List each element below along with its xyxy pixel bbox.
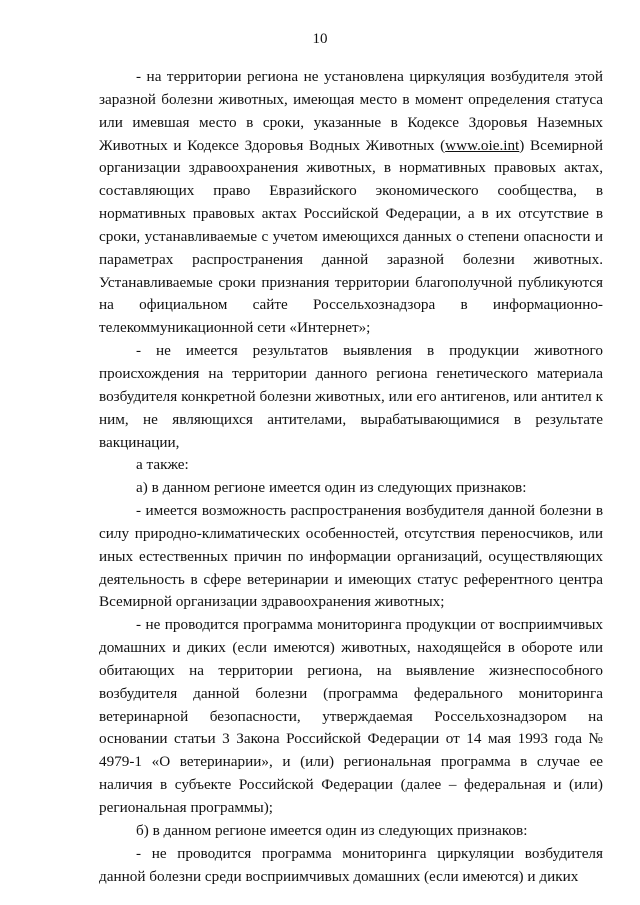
paragraph-1-text-end: ) Всемирной организации здравоохранения животных, в нормативных правовых актах, составляющих право Евразийского экономического сообщества, в нормативных правовых актах Российской Федерации, а в их отсутствие в сроки, устанавливаемые с учетом имеющихся данных о степени опасности и параметрах распространения данной заразной болезни животных. Устанавливаемые сроки признания территории благополучной публикуются на официальном сайте Россельхознадзора в информационно-телекоммуникационной сети «Интернет»;: [99, 136, 603, 337]
paragraph-1: [99, 66, 603, 340]
paragraph-5: - имеется возможность распространения возбудителя данной болезни в силу природно-климатических особенностей, отсутствия переносчиков, или иных естественных причин по информации организаций, осуществляющих деятельность в сфере ветеринарии и имеющих статус референтного центра Всемирной организации здравоохранения животных;: [99, 502, 603, 611]
paragraph-2: - не имеется результатов выявления в продукции животного происхождения на территории данного региона генетического материала возбудителя конкретной болезни животных, или его антигенов, или антител к ним, не являющихся антителами, вырабатывающимися в результате вакцинации,: [99, 342, 603, 451]
paragraph-8: - не проводится программа мониторинга циркуляции возбудителя данной болезни среди восприимчивых домашних (если имеются) и диких: [99, 844, 603, 885]
page-number: 10: [312, 31, 328, 47]
paragraph-7: б) в данном регионе имеется один из следующих признаков:: [136, 821, 528, 839]
oie-link[interactable]: www.oie.int: [445, 136, 520, 154]
document-body: [99, 66, 603, 888]
paragraph-4: а) в данном регионе имеется один из следующих признаков:: [136, 479, 527, 497]
paragraph-6: - не проводится программа мониторинга продукции от восприимчивых домашних и диких (если имеются) животных, находящейся в обороте или обитающих на территории региона, на выявление жизнеспособного возбудителя данной болезни (программа федерального мониторинга ветеринарной безопасности, утверждаемая Россельхознадзором на основании статьи 3 Закона Российской Федерации от 14 мая 1993 года № 4979-1 «О ветеринарии», и (или) региональная программа в случае ее наличия в субъекте Российской Федерации (далее – федеральная и (или) региональная программы);: [99, 616, 603, 816]
paragraph-1-text-start: - на территории региона не установлена циркуляция возбудителя этой заразной болезни животных, имеющая место в момент определения статуса или имевшая место в сроки, указанные в Кодексе Здоровья Наземных Животных и Кодексе Здоровья Водных Животных (: [99, 68, 603, 154]
paragraph-3: а также:: [136, 456, 189, 474]
